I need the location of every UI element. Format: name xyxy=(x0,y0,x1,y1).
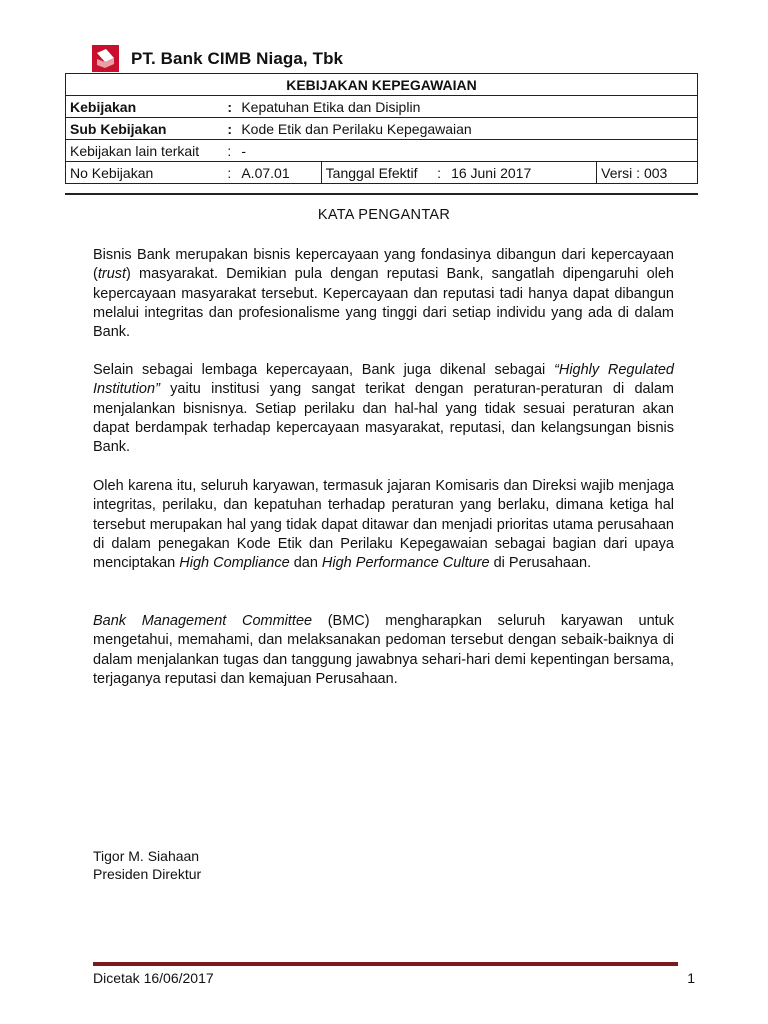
version-label: Versi xyxy=(601,164,633,181)
signatory-name: Tigor M. Siahaan xyxy=(93,848,200,864)
row-separator: : xyxy=(433,162,447,184)
text-run: Bisnis Bank merupakan bisnis kepercayaan yang fondasinya dibangun dari kepercayaan ( xyxy=(93,247,674,283)
header-divider xyxy=(65,193,698,195)
row-label: Kebijakan lain terkait xyxy=(66,140,224,162)
italic-text: “Highly Regulated Institution” xyxy=(93,362,674,398)
version-separator: : xyxy=(636,164,641,181)
paragraph-3 xyxy=(93,477,674,573)
row-separator: : xyxy=(223,96,237,118)
effective-date-value: 16 Juni 2017 xyxy=(447,162,597,184)
policy-info-table xyxy=(65,73,698,184)
policy-number-value: A.07.01 xyxy=(237,162,321,184)
table-row xyxy=(66,96,698,118)
paragraph-4 xyxy=(93,612,674,689)
italic-text: High Performance Culture xyxy=(321,555,490,572)
table-title: KEBIJAKAN KEPEGAWAIAN xyxy=(66,74,698,96)
italic-text: High Compliance xyxy=(179,555,290,572)
table-row xyxy=(66,118,698,140)
document-title: KATA PENGANTAR xyxy=(317,207,451,223)
row-value: Kepatuhan Etika dan Disiplin xyxy=(237,96,697,118)
row-label: Kebijakan xyxy=(66,96,224,118)
effective-date-label: Tanggal Efektif xyxy=(321,162,433,184)
table-row xyxy=(66,140,698,162)
row-separator: : xyxy=(223,162,237,184)
text-run: di Perusahaan. xyxy=(489,555,592,572)
print-date: Dicetak 16/06/2017 xyxy=(93,970,214,986)
text-run: ) masyarakat. Demikian pula dengan reputasi Bank, sangatlah dipengaruhi oleh kepercayaan masyarakat tersebut. Kepercayaan dan reputasi tadi hanya dapat dibangun melalui integritas dan profesionalisme yang tinggi dari setiap individu yang ada di dalam Bank. xyxy=(93,266,674,341)
text-run: (BMC) mengharapkan seluruh karyawan untuk mengetahui, memahami, dan melaksanakan pedoman tersebut dengan sebaik-baiknya di dalam menjalankan tugas dan tanggung jawabnya sehari-hari demi kepentingan bersama, terjaganya reputasi dan kemajuan Perusahaan. xyxy=(93,613,675,687)
page-number: 1 xyxy=(687,970,695,986)
version-cell xyxy=(597,162,698,184)
text-run: yaitu institusi yang sangat terikat dengan peraturan-peraturan di dalam menjalankan bisnisnya. Setiap perilaku dan hal-hal yang tidak sesuai peraturan akan dapat berdampak terhadap kepercayaan masyarakat, reputasi, dan kelangsungan bisnis Bank. xyxy=(93,381,674,456)
text-run: Oleh karena itu, seluruh karyawan, termasuk jajaran Komisaris dan Direksi wajib menjaga integritas, perilaku, dan kepatuhan terhadap peraturan yang berlaku, dimana ketiga hal tersebut merupakan hal yang tidak dapat ditawar dan menjadi prioritas utama perusahaan di dalam penegakan Kode Etik dan Perilaku Kepegawaian sebagai bagian dari upaya menciptakan xyxy=(93,478,674,572)
company-name: PT. Bank CIMB Niaga, Tbk xyxy=(131,49,344,68)
paragraph-1 xyxy=(93,246,674,342)
text-run: dan xyxy=(289,555,322,572)
table-row xyxy=(66,162,698,184)
row-separator: : xyxy=(223,140,237,162)
table-header-row xyxy=(66,74,698,96)
signatory-title: Presiden Direktur xyxy=(93,866,202,882)
bank-logo-icon xyxy=(92,45,119,72)
italic-text: Bank Management Committee xyxy=(93,613,313,629)
text-run: Selain sebagai lembaga kepercayaan, Bank juga dikenal sebagai xyxy=(93,362,555,378)
row-label: Sub Kebijakan xyxy=(66,118,224,140)
italic-text: trust xyxy=(97,266,127,283)
row-value: Kode Etik dan Perilaku Kepegawaian xyxy=(237,118,697,140)
footer-divider xyxy=(93,962,678,966)
row-value: - xyxy=(237,140,697,162)
paragraph-2 xyxy=(93,361,674,457)
policy-number-label: No Kebijakan xyxy=(66,162,224,184)
row-separator: : xyxy=(223,118,237,140)
version-value: 003 xyxy=(643,164,668,181)
